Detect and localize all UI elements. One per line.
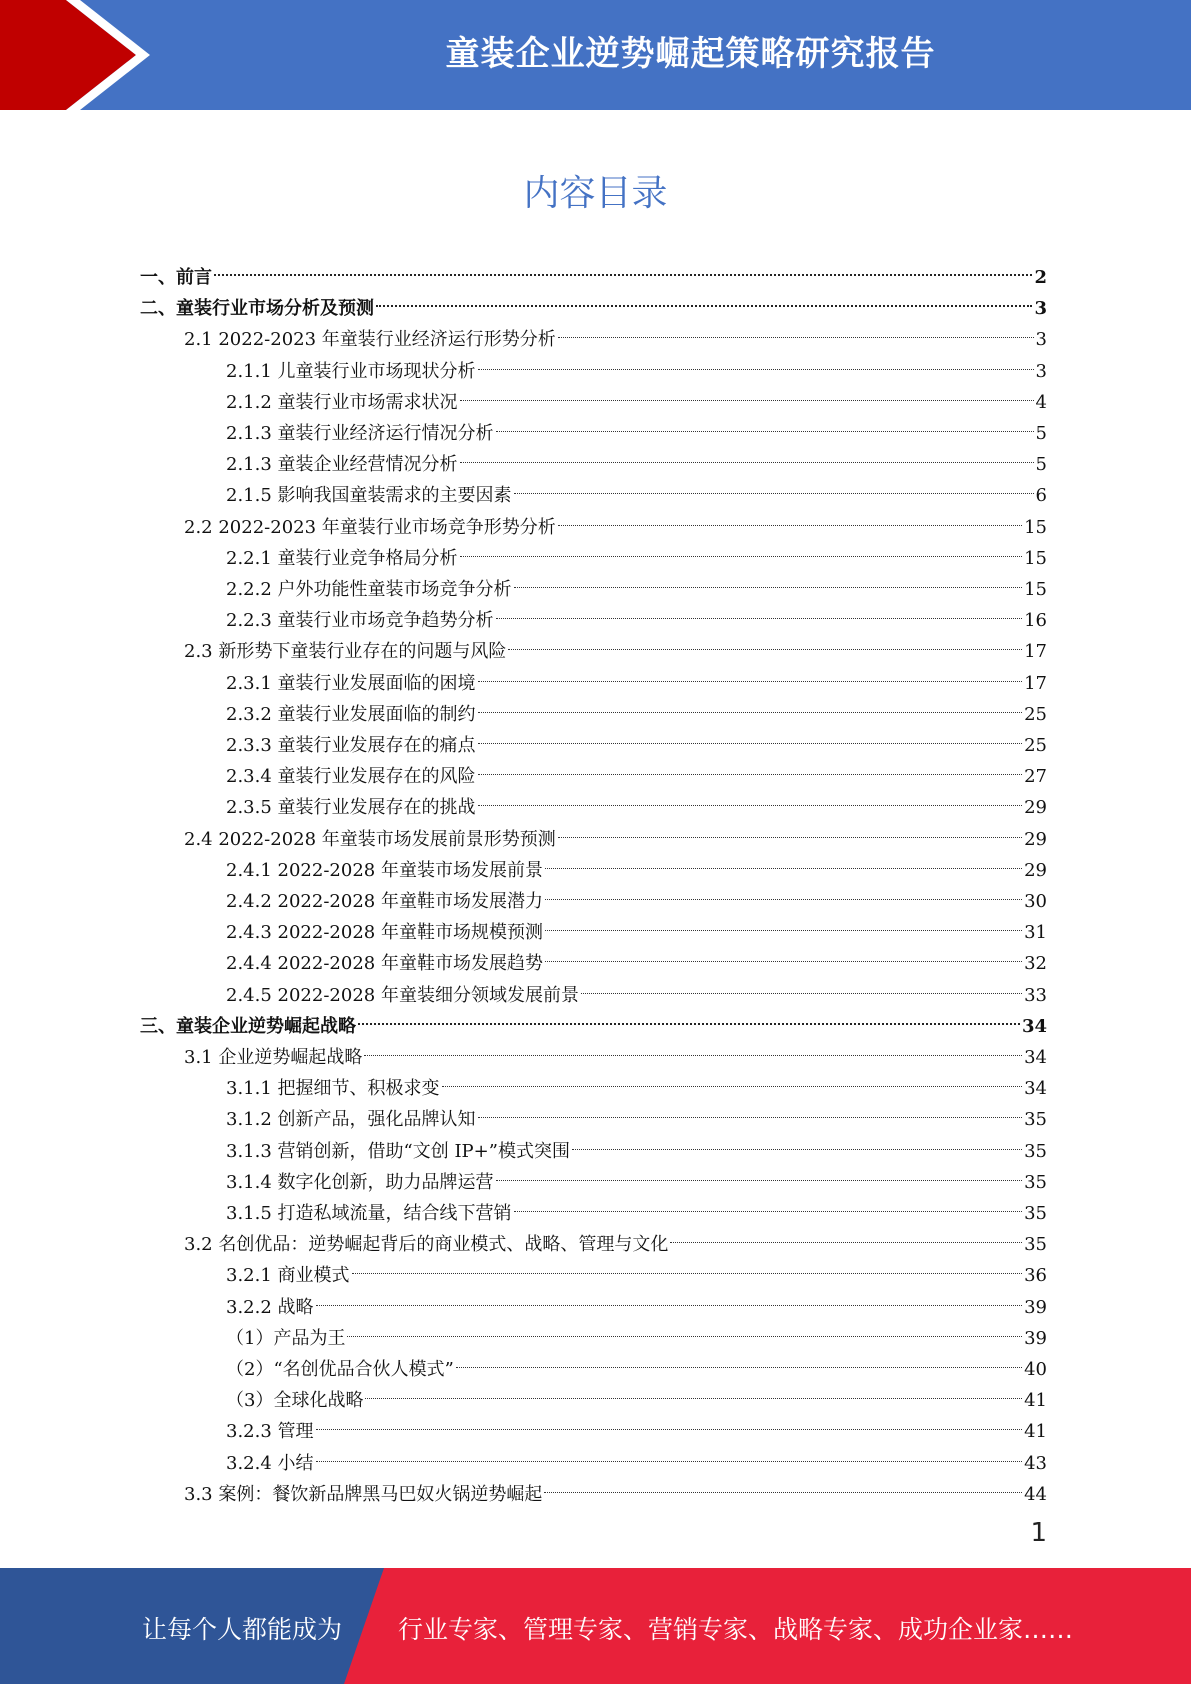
toc-leader-dots	[364, 1032, 1022, 1063]
toc-entry[interactable]	[184, 1469, 1047, 1505]
toc-entry[interactable]	[140, 252, 1047, 288]
toc-leader-dots	[572, 1126, 1022, 1157]
toc-leader-dots	[478, 689, 1023, 720]
toc-entry-page: 35	[1024, 1171, 1047, 1193]
toc-entry-label: 2.2.1 童装行业竞争格局分析	[226, 547, 458, 569]
toc-leader-dots	[544, 1469, 1022, 1500]
toc-entry-label: 2.2 2022-2023 年童装行业市场竞争形势分析	[184, 516, 556, 538]
toc-leader-dots	[478, 1094, 1023, 1125]
toc-leader-dots	[358, 1001, 1020, 1032]
report-title: 童装企业逆势崛起策略研究报告	[445, 34, 936, 74]
toc-entry-page: 3	[1035, 329, 1047, 351]
header-chevron-icon	[0, 0, 160, 110]
toc-entry-page: 34	[1021, 1015, 1047, 1037]
toc-entry[interactable]	[226, 439, 1047, 476]
toc-entry-label: 2.4.5 2022-2028 年童装细分领域发展前景	[226, 984, 579, 1006]
toc-leader-dots	[478, 782, 1023, 813]
toc-entry-label: 2.1.3 童装企业经营情况分析	[226, 454, 458, 476]
toc-entry[interactable]	[226, 377, 1047, 413]
toc-entry-page: 35	[1024, 1140, 1047, 1162]
toc-entry-label: 3.1.5 打造私域流量，结合线下营销	[226, 1203, 512, 1224]
toc-entry-page: 5	[1035, 454, 1047, 476]
toc-entry[interactable]	[226, 1063, 1047, 1100]
toc-entry-label: 3.1.3 营销创新，借助“文创 IP+”模式突围	[226, 1140, 570, 1162]
toc-entry-label: 三、童装企业逆势崛起战略	[140, 1015, 356, 1037]
toc-entry-label: 3.1.4 数字化创新，助力品牌运营	[226, 1171, 494, 1193]
toc-entry[interactable]	[226, 689, 1047, 725]
toc-entry[interactable]	[226, 907, 1047, 944]
toc-entry-page: 35	[1024, 1203, 1047, 1224]
toc-entry[interactable]	[226, 938, 1047, 975]
toc-leader-dots	[545, 876, 1022, 907]
toc-entry[interactable]	[184, 626, 1047, 663]
toc-leader-dots	[347, 1313, 1022, 1344]
toc-leader-dots	[442, 1063, 1023, 1094]
toc-leader-dots	[352, 1250, 1023, 1281]
toc-entry[interactable]	[226, 1438, 1047, 1474]
toc-entry[interactable]	[226, 845, 1047, 881]
toc-entry-page: 29	[1024, 828, 1047, 850]
toc-entry-label: 2.1 2022-2023 年童装行业经济运行形势分析	[184, 329, 556, 351]
toc-entry-page: 17	[1024, 672, 1047, 694]
toc-entry-label: （3）全球化战略	[226, 1390, 364, 1412]
toc-entry-label: （2）“名创优品合伙人模式”	[226, 1359, 454, 1380]
toc-leader-dots	[478, 658, 1023, 689]
toc-entry-label: 3.3 案例：餐饮新品牌黑马巴奴火锅逆势崛起	[184, 1483, 543, 1505]
toc-leader-dots	[514, 1188, 1023, 1219]
toc-leader-dots	[316, 1282, 1023, 1313]
footer-band	[0, 1568, 1191, 1684]
toc-entry-label: 2.1.1 儿童装行业市场现状分析	[226, 360, 476, 382]
toc-entry-page: 25	[1024, 703, 1047, 725]
toc-leader-dots	[214, 252, 1032, 283]
toc-entry[interactable]	[184, 1032, 1047, 1068]
toc-entry-label: 3.1.2 创新产品，强化品牌认知	[226, 1109, 476, 1131]
toc-entry[interactable]	[226, 1094, 1047, 1131]
toc-entry[interactable]	[226, 470, 1047, 507]
toc-entry[interactable]	[226, 876, 1047, 912]
toc-leader-dots	[460, 377, 1034, 408]
toc-entry-label: 2.2.2 户外功能性童装市场竞争分析	[226, 579, 512, 600]
toc-entry-page: 4	[1035, 391, 1047, 413]
toc-entry-label: 2.3.4 童装行业发展存在的风险	[226, 766, 476, 788]
toc-entry-label: 2.4 2022-2028 年童装市场发展前景形势预测	[184, 828, 556, 850]
toc-leader-dots	[376, 283, 1032, 314]
toc-entry-page: 41	[1024, 1390, 1047, 1412]
toc-leader-dots	[558, 314, 1034, 345]
toc-entry-label: 2.4.2 2022-2028 年童鞋市场发展潜力	[226, 891, 543, 912]
toc-entry-label: （1）产品为王	[226, 1327, 346, 1349]
toc-entry-page: 15	[1024, 547, 1047, 569]
toc-leader-dots	[478, 346, 1034, 377]
toc-leader-dots	[478, 751, 1023, 782]
footer-slogan-left: 让每个人都能成为	[142, 1615, 343, 1644]
toc-entry[interactable]	[140, 283, 1047, 320]
toc-entry-label: 3.2.4 小结	[226, 1452, 314, 1474]
page-number: 1	[1030, 1518, 1047, 1548]
toc-title: 内容目录	[523, 173, 668, 214]
toc-leader-dots	[496, 1157, 1023, 1188]
toc-entry[interactable]	[226, 1250, 1047, 1287]
toc-entry-page: 16	[1024, 610, 1047, 632]
toc-entry-label: 3.2.1 商业模式	[226, 1265, 350, 1287]
toc-entry[interactable]	[226, 1344, 1047, 1380]
toc-entry[interactable]	[226, 1375, 1047, 1412]
header-band	[0, 0, 1191, 110]
toc-entry-page: 30	[1024, 891, 1047, 912]
toc-entry[interactable]	[226, 1282, 1047, 1318]
toc-entry-page: 6	[1035, 485, 1047, 507]
toc-entry-page: 5	[1035, 423, 1047, 444]
toc-entry-label: 2.3 新形势下童装行业存在的问题与风险	[184, 641, 507, 663]
toc-entry[interactable]	[226, 658, 1047, 694]
toc-leader-dots	[478, 720, 1023, 751]
toc-leader-dots	[545, 907, 1022, 938]
toc-entry-page: 34	[1024, 1047, 1047, 1068]
toc-entry-label: 2.3.2 童装行业发展面临的制约	[226, 703, 476, 725]
toc-entry-page: 29	[1024, 797, 1047, 819]
toc-entry[interactable]	[226, 595, 1047, 632]
toc-entry[interactable]	[184, 502, 1047, 538]
toc-entry[interactable]	[184, 1219, 1047, 1256]
toc-entry[interactable]	[226, 1406, 1047, 1443]
toc-entry-page: 32	[1024, 953, 1047, 975]
toc-entry-page: 3	[1035, 360, 1047, 382]
toc-entry[interactable]	[184, 814, 1047, 850]
toc-entry-label: 2.2.3 童装行业市场竞争趋势分析	[226, 610, 494, 632]
toc-entry[interactable]	[226, 1313, 1047, 1349]
toc-entry[interactable]	[226, 1157, 1047, 1193]
toc-entry-label: 2.1.5 影响我国童装需求的主要因素	[226, 485, 512, 507]
toc-entry[interactable]	[226, 1126, 1047, 1162]
toc-entry-page: 15	[1024, 579, 1047, 600]
toc-entry-label: 2.1.2 童装行业市场需求状况	[226, 391, 458, 413]
toc-leader-dots	[545, 845, 1022, 876]
toc-entry-label: 3.1 企业逆势崛起战略	[184, 1047, 363, 1068]
toc-entry-page: 34	[1024, 1078, 1047, 1100]
toc-entry-label: 二、童装行业市场分析及预测	[140, 298, 374, 320]
toc-leader-dots	[456, 1344, 1022, 1375]
toc-entry-label: 2.4.1 2022-2028 年童装市场发展前景	[226, 859, 543, 881]
toc-entry-page: 39	[1024, 1296, 1047, 1318]
toc-entry[interactable]	[226, 533, 1047, 569]
toc-entry-page: 39	[1024, 1327, 1047, 1349]
toc-entry-page: 15	[1024, 516, 1047, 538]
toc-leader-dots	[514, 470, 1034, 501]
toc-entry-page: 3	[1034, 298, 1047, 320]
toc-entry[interactable]	[226, 782, 1047, 819]
toc-entry-page: 25	[1024, 735, 1047, 756]
toc-leader-dots	[581, 970, 1022, 1001]
toc-entry-page: 33	[1024, 984, 1047, 1006]
toc-entry-page: 27	[1024, 766, 1047, 788]
toc-leader-dots	[316, 1406, 1023, 1437]
toc-entry[interactable]	[226, 564, 1047, 600]
toc-entry-page: 17	[1024, 641, 1047, 663]
toc-entry-page: 35	[1024, 1109, 1047, 1131]
toc-entry[interactable]	[226, 346, 1047, 382]
toc-leader-dots	[514, 564, 1023, 595]
toc-entry-page: 29	[1024, 859, 1047, 881]
toc-leader-dots	[496, 595, 1023, 626]
toc-leader-dots	[460, 533, 1023, 564]
toc-entry-label: 3.2.2 战略	[226, 1296, 314, 1318]
toc-leader-dots	[460, 439, 1034, 470]
toc-entry-label: 2.1.3 童装行业经济运行情况分析	[226, 423, 494, 444]
toc-leader-dots	[558, 814, 1022, 845]
toc-entry-label: 一、前言	[140, 267, 212, 288]
toc-leader-dots	[545, 938, 1022, 969]
toc-entry-label: 2.4.4 2022-2028 年童鞋市场发展趋势	[226, 953, 543, 975]
toc-entry-page: 35	[1024, 1234, 1047, 1256]
toc-leader-dots	[558, 502, 1022, 533]
toc-entry-label: 3.1.1 把握细节、积极求变	[226, 1078, 440, 1100]
toc-entry-page: 41	[1024, 1421, 1047, 1443]
toc-leader-dots	[365, 1375, 1022, 1406]
toc-leader-dots	[316, 1438, 1023, 1469]
toc-entry-label: 3.2.3 管理	[226, 1421, 314, 1443]
toc-entry-page: 43	[1024, 1452, 1047, 1474]
toc-leader-dots	[508, 626, 1022, 657]
toc-entry[interactable]	[140, 1001, 1047, 1037]
toc-entry[interactable]	[184, 314, 1047, 351]
toc-entry-label: 2.4.3 2022-2028 年童鞋市场规模预测	[226, 922, 543, 944]
toc-entry[interactable]	[226, 751, 1047, 788]
toc-entry-label: 2.3.3 童装行业发展存在的痛点	[226, 735, 476, 756]
toc-entry[interactable]	[226, 970, 1047, 1006]
toc-entry-page: 40	[1024, 1359, 1047, 1380]
toc-entry-page: 2	[1034, 267, 1047, 288]
footer-slogan-right: 行业专家、管理专家、营销专家、战略专家、成功企业家……	[398, 1615, 1074, 1644]
toc-entry-page: 36	[1024, 1265, 1047, 1287]
toc-entry-label: 2.3.5 童装行业发展存在的挑战	[226, 797, 476, 819]
toc-entry[interactable]	[226, 720, 1047, 756]
toc-entry-label: 3.2 名创优品：逆势崛起背后的商业模式、战略、管理与文化	[184, 1234, 669, 1256]
toc-entry-label: 2.3.1 童装行业发展面临的困境	[226, 672, 476, 694]
toc-leader-dots	[670, 1219, 1022, 1250]
toc-entry-page: 44	[1024, 1483, 1047, 1505]
toc-entry[interactable]	[226, 408, 1047, 444]
toc-leader-dots	[496, 408, 1034, 439]
toc-entry[interactable]	[226, 1188, 1047, 1224]
toc-entry-page: 31	[1024, 922, 1047, 944]
